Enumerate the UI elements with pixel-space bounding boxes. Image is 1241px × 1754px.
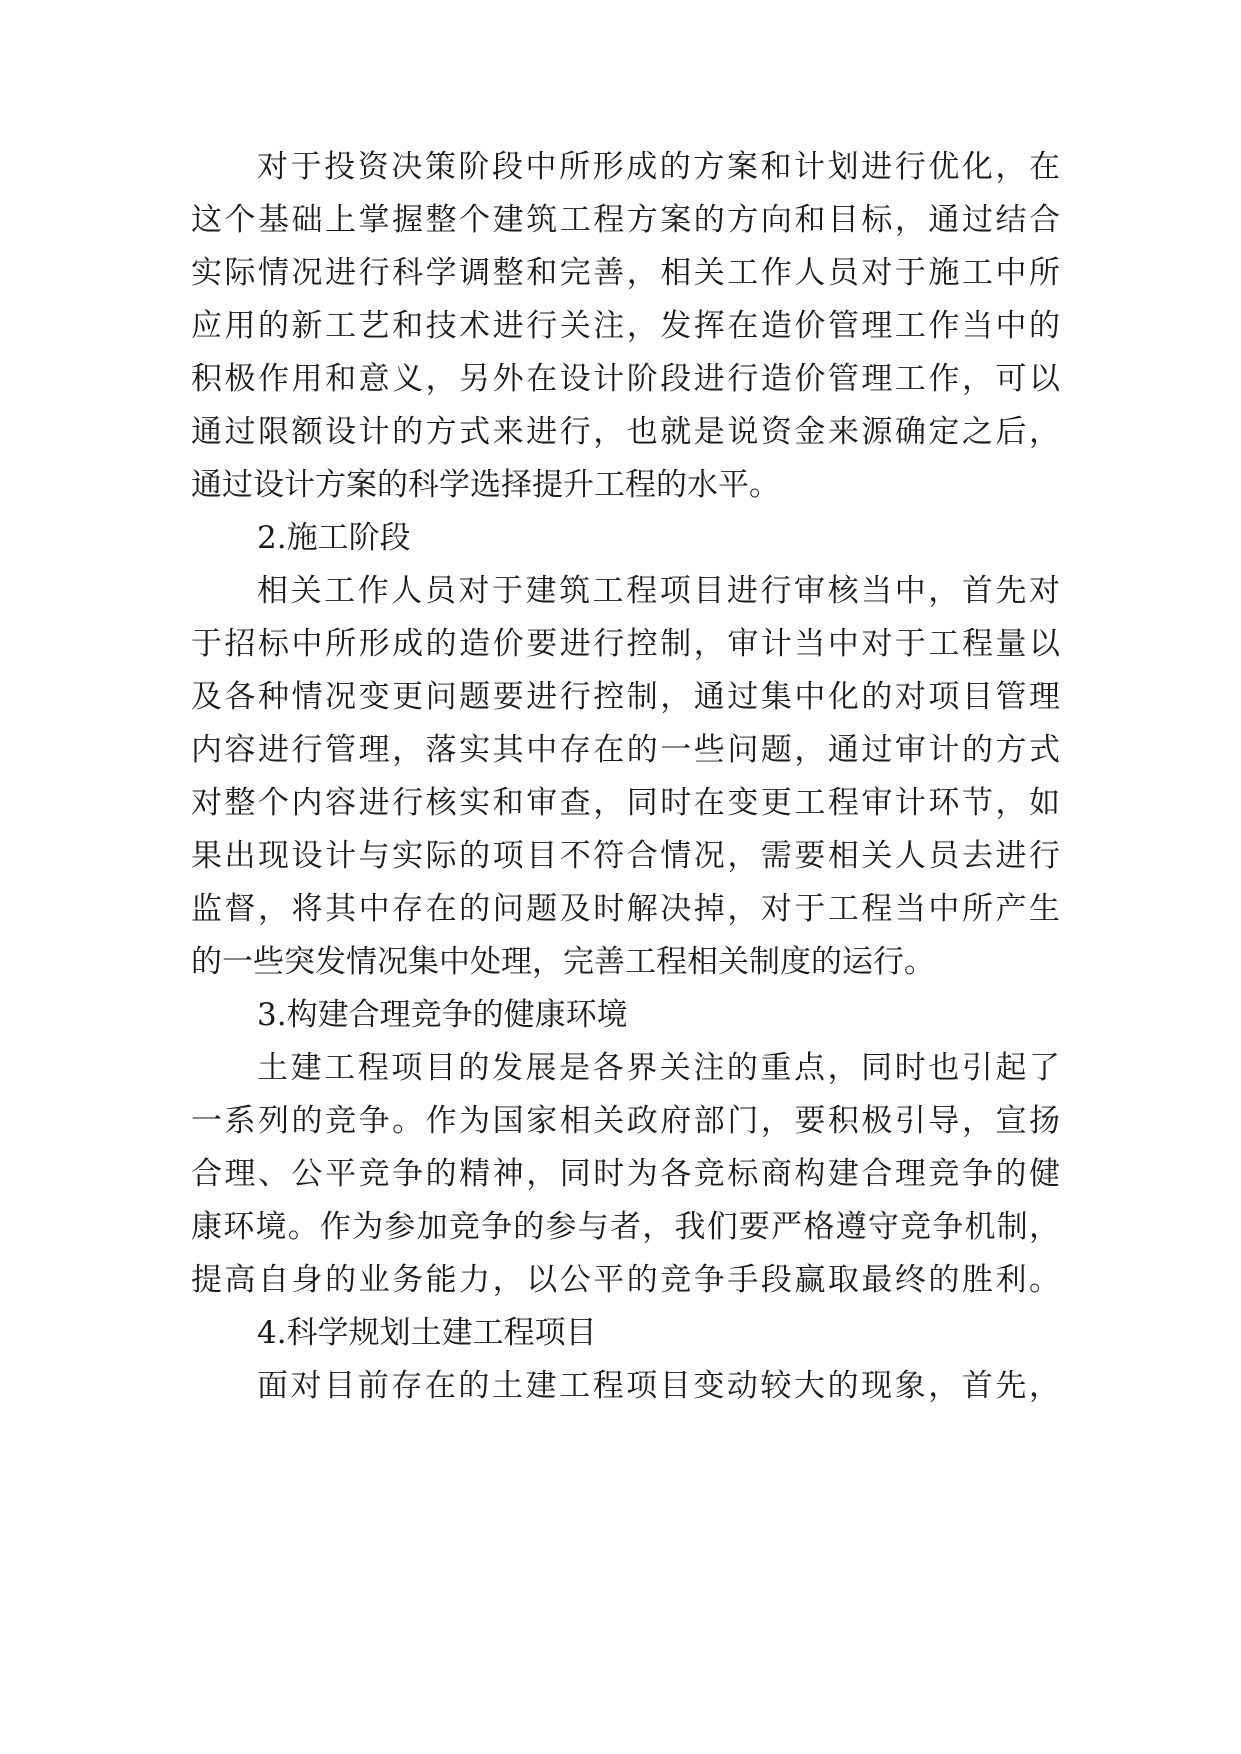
- paragraph-line: 康环境。作为参加竞争的参与者，我们要严格遵守竞争机制，: [191, 1209, 1060, 1245]
- paragraph-line: 通过限额设计的方式来进行，也就是说资金来源确定之后，: [191, 414, 1060, 450]
- section-heading: 3.构建合理竞争的健康环境: [257, 997, 628, 1033]
- paragraph-line: 合理、公平竞争的精神，同时为各竞标商构建合理竞争的健: [191, 1156, 1060, 1192]
- paragraph-line: 的一些突发情况集中处理，完善工程相关制度的运行。: [191, 944, 935, 980]
- section-heading: 4.科学规划土建工程项目: [257, 1315, 597, 1351]
- paragraph-line: 相关工作人员对于建筑工程项目进行审核当中，首先对: [257, 573, 1060, 609]
- paragraph-line: 一系列的竞争。作为国家相关政府部门，要积极引导，宣扬: [191, 1103, 1060, 1139]
- paragraph-line: 对于投资决策阶段中所形成的方案和计划进行优化，在: [257, 149, 1060, 185]
- paragraph-line: 果出现设计与实际的项目不符合情况，需要相关人员去进行: [191, 838, 1060, 874]
- paragraph-line: 提高自身的业务能力，以公平的竞争手段赢取最终的胜利。: [191, 1262, 1060, 1298]
- paragraph-line: 及各种情况变更问题要进行控制，通过集中化的对项目管理: [191, 679, 1060, 715]
- paragraph-line: 面对目前存在的土建工程项目变动较大的现象，首先，: [257, 1368, 1060, 1404]
- paragraph-line: 对整个内容进行核实和审查，同时在变更工程审计环节，如: [191, 785, 1060, 821]
- paragraph-line: 土建工程项目的发展是各界关注的重点，同时也引起了: [257, 1050, 1060, 1086]
- paragraph-line: 这个基础上掌握整个建筑工程方案的方向和目标，通过结合: [191, 202, 1060, 238]
- paragraph-line: 于招标中所形成的造价要进行控制，审计当中对于工程量以: [191, 626, 1060, 662]
- paragraph-line: 实际情况进行科学调整和完善，相关工作人员对于施工中所: [191, 255, 1060, 291]
- paragraph-line: 积极作用和意义，另外在设计阶段进行造价管理工作，可以: [191, 361, 1060, 397]
- paragraph-line: 通过设计方案的科学选择提升工程的水平。: [191, 467, 780, 503]
- paragraph-line: 监督，将其中存在的问题及时解决掉，对于工程当中所产生: [191, 891, 1060, 927]
- paragraph-line: 内容进行管理，落实其中存在的一些问题，通过审计的方式: [191, 732, 1060, 768]
- paragraph-line: 应用的新工艺和技术进行关注，发挥在造价管理工作当中的: [191, 308, 1060, 344]
- section-heading: 2.施工阶段: [257, 520, 411, 556]
